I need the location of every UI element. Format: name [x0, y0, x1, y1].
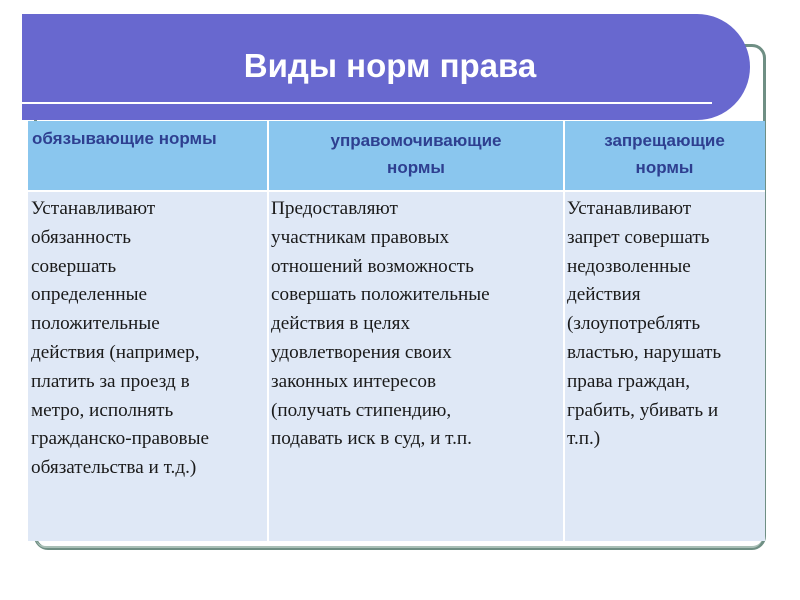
cell-line: (получать стипендию, [271, 399, 452, 421]
cell-line: Устанавливают [31, 198, 156, 219]
cell-line: обязательства и т.д.) [31, 457, 197, 479]
cell-line: положительные [31, 313, 160, 335]
cell-line: отношений возможность [271, 255, 474, 277]
cell-obligating [28, 191, 268, 541]
cell-line: запрет совершать [567, 226, 710, 248]
cell-line: гражданско-правовые [31, 428, 209, 450]
header-line: обязывающие нормы [32, 129, 217, 148]
cell-line: определенные [31, 284, 148, 306]
cell-line: подавать иск в суд, и т.п. [271, 428, 472, 450]
slide-title: Виды норм права [243, 47, 537, 84]
header-line: управомочивающие [330, 131, 502, 150]
norms-table [28, 121, 765, 541]
header-line: нормы [387, 158, 445, 177]
header-prohibiting [564, 121, 765, 191]
cell-line: властью, нарушать [567, 341, 722, 363]
row-divider [28, 190, 765, 192]
cell-line: действия в целях [271, 313, 411, 335]
header-line: нормы [635, 158, 694, 177]
cell-line: платить за проезд в [31, 370, 190, 392]
cell-line: грабить, убивать и [567, 399, 719, 421]
column-divider [563, 121, 565, 541]
cell-line: обязанность [31, 226, 132, 248]
cell-line: Предоставляют [271, 198, 398, 219]
cell-line: недозволенные [567, 255, 691, 277]
cell-empowering [268, 191, 564, 541]
cell-line: Устанавливают [567, 198, 692, 219]
cell-line: совершать [31, 255, 117, 277]
header-obligating [28, 121, 268, 191]
cell-line: удовлетворения своих [271, 341, 452, 363]
cell-line: действия (например, [31, 341, 200, 363]
title-underline [22, 102, 712, 104]
cell-line: права граждан, [567, 370, 691, 392]
cell-line: совершать положительные [271, 284, 490, 306]
cell-line: метро, исполнять [31, 399, 174, 421]
cell-line: законных интересов [271, 370, 437, 392]
cell-line: т.п.) [567, 428, 601, 450]
header-line: запрещающие [604, 131, 725, 150]
cell-line: участникам правовых [271, 226, 450, 248]
cell-prohibiting [564, 191, 765, 541]
header-empowering [268, 121, 564, 191]
cell-line: (злоупотреблять [567, 313, 701, 335]
column-divider [267, 121, 269, 541]
cell-line: действия [567, 284, 641, 306]
table-header-row [28, 121, 765, 191]
